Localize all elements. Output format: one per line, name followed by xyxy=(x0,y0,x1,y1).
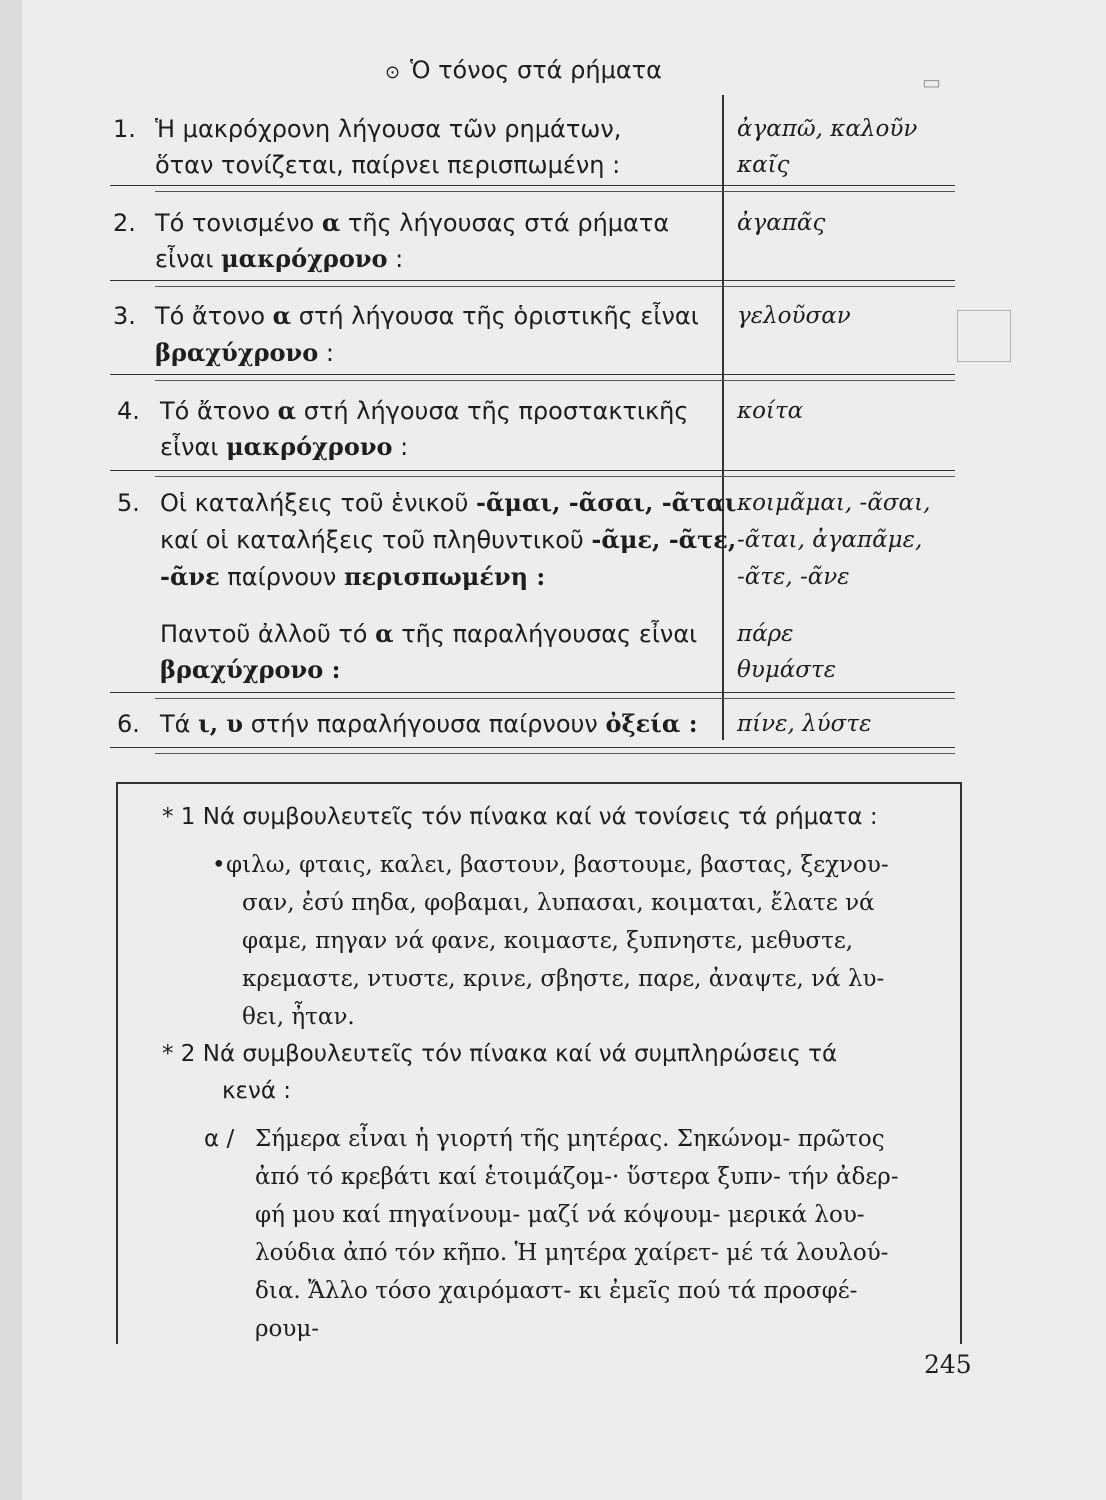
example: ἀγαπᾶς xyxy=(737,210,826,236)
rule-number: 2. xyxy=(113,209,136,237)
rule-number: 1. xyxy=(113,115,136,143)
example: γελοῦσαν xyxy=(737,303,851,329)
rule-text-line: Ἡ μακρόχρονη λήγουσα τῶν ρημάτων, xyxy=(155,115,622,143)
exercise-2-line: λούδια ἀπό τόν κῆπο. Ἡ μητέρα χαίρετ- μέ τά λουλού- xyxy=(255,1240,889,1266)
exercise-2-line: ἀπό τό κρεβάτι καί ἑτοιμάζομ-· ὕστερα ξυπν- τήν ἀδερ- xyxy=(255,1164,899,1190)
exercise-2-label: α / xyxy=(204,1126,235,1152)
title-mark-icon: ⊙ xyxy=(385,62,401,83)
example: καῖς xyxy=(737,152,790,178)
example: κοιμᾶμαι, -ᾶσαι, xyxy=(737,490,931,516)
example: κοίτα xyxy=(737,398,804,424)
rule-text-line: ὅταν τονίζεται, παίρνει περισπωμένη : xyxy=(155,151,621,179)
page-title xyxy=(385,56,662,84)
exercise-1-line: •φιλω, φταις, καλει, βαστουν, βαστουμε, βαστας, ξεχνου- xyxy=(212,846,889,884)
example: -ᾶτε, -ᾶνε xyxy=(737,564,850,590)
bleed-box xyxy=(957,310,1011,362)
row-divider xyxy=(110,470,955,471)
exercise-1-line: σαν, ἐσύ πηδα, φοβαμαι, λυπασαι, κοιμαται, ἔλατε νά xyxy=(242,890,875,916)
rule-text-line: Τά ι, υ στήν παραλήγουσα παίρνουν ὀξεία : xyxy=(160,709,698,738)
bullet-icon: • xyxy=(212,852,226,878)
rule-text-line: Παντοῦ ἀλλοῦ τό α τῆς παραλήγουσας εἶναι xyxy=(160,619,698,648)
example: πίνε, λύστε xyxy=(737,711,872,737)
example: πάρε xyxy=(737,621,794,647)
rule-text-line: Οἱ καταλήξεις τοῦ ἑνικοῦ -ᾶμαι, -ᾶσαι, -ᾶται xyxy=(160,488,737,517)
rule-text-line: Τό ἄτονο α στή λήγουσα τῆς ὁριστικῆς εἶναι xyxy=(155,301,699,330)
row-divider xyxy=(110,185,955,186)
example: -ᾶται, ἀγαπᾶμε, xyxy=(737,527,923,553)
exercise-1-heading: * 1 Νά συμβουλευτεῖς τόν πίνακα καί νά τονίσεις τά ρήματα : xyxy=(162,804,878,830)
rule-number: 3. xyxy=(113,302,136,330)
row-divider xyxy=(110,747,955,748)
row-divider xyxy=(110,374,955,375)
exercise-2-line: φή μου καί πηγαίνουμ- μαζί νά κόψουμ- μερικά λου- xyxy=(255,1202,865,1228)
rule-number: 6. xyxy=(117,710,140,738)
row-divider xyxy=(110,692,955,693)
rule-number: 4. xyxy=(117,397,140,425)
exercise-2-heading: κενά : xyxy=(222,1078,292,1104)
rule-text-line: Τό τονισμένο α τῆς λήγουσας στά ρήματα xyxy=(155,208,670,237)
rule-text-line: -ᾶνε παίρνουν περισπωμένη : xyxy=(160,562,546,591)
rule-text-line: βραχύχρονο : xyxy=(160,655,341,684)
exercise-1-line: κρεμαστε, ντυστε, κρινε, σβηστε, παρε, ἀναψτε, νά λυ- xyxy=(242,966,885,992)
example: θυμάστε xyxy=(737,657,837,683)
rule-text-line: εἶναι μακρόχρονο : xyxy=(160,432,409,461)
exercise-2-line: δια. Ἄλλο τόσο χαιρόμαστ- κι ἐμεῖς πού τά προσφέ- xyxy=(255,1278,858,1304)
rule-text-line: βραχύχρονο : xyxy=(155,338,334,367)
exercise-2-heading: * 2 Νά συμβουλευτεῖς τόν πίνακα καί νά συμπληρώσεις τά xyxy=(162,1041,838,1067)
example: ἀγαπῶ, καλοῦν xyxy=(737,116,918,142)
rule-text-line: Τό ἄτονο α στή λήγουσα τῆς προστακτικῆς xyxy=(160,396,689,425)
bleed-through: ▭ xyxy=(922,70,941,94)
rule-number: 5. xyxy=(117,489,140,517)
row-divider xyxy=(110,280,955,281)
title-text: Ὁ τόνος στά ρήματα xyxy=(410,56,662,84)
exercise-2-line: ρουμ- xyxy=(255,1316,320,1342)
rule-text-line: καί οἱ καταλήξεις τοῦ πληθυντικοῦ -ᾶμε, -ᾶτε, xyxy=(160,525,737,554)
exercise-1-line: φαμε, πηγαν νά φανε, κοιμαστε, ξυπνηστε, μεθυστε, xyxy=(242,928,854,954)
exercise-1-line: θει, ἦταν. xyxy=(242,1004,355,1030)
exercise-2-line: Σήμερα εἶναι ἡ γιορτή τῆς μητέρας. Σηκώνομ- πρῶτος xyxy=(255,1126,885,1152)
rule-text-line: εἶναι μακρόχρονο : xyxy=(155,244,404,273)
page-number: 245 xyxy=(924,1350,972,1379)
